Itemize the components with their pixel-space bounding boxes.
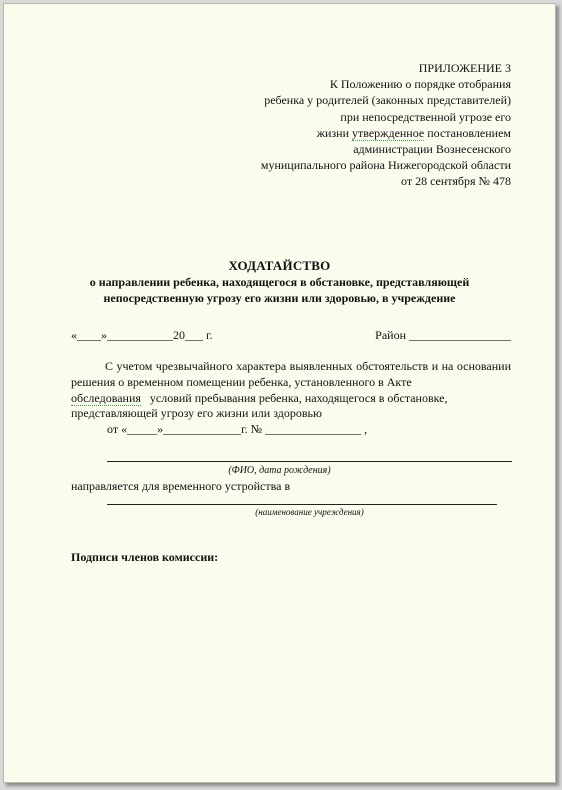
document-title: ХОДАТАЙСТВО — [228, 258, 331, 273]
body-text-line-3 — [71, 391, 511, 407]
appendix-line: администрации Вознесенского — [353, 142, 511, 157]
act-reference-line: от «_____»_____________г. № ________________ , — [107, 422, 368, 436]
appendix-line: от 28 сентября № 478 — [401, 174, 511, 189]
document-subtitle-line: о направлении ребенка, находящегося в обстановке, представляющей — [89, 275, 470, 289]
appendix-text: постановлением — [424, 125, 511, 140]
appendix-line — [261, 125, 511, 141]
appendix-underlined-word: утвержденное — [352, 125, 425, 140]
body-text-line-3-rest: условий пребывания ребенка, находящегося в обстановке, — [140, 390, 448, 405]
appendix-line: К Положению о порядке отобрания — [329, 77, 511, 92]
fio-blank-line — [107, 461, 512, 462]
body-paragraph — [71, 359, 511, 422]
body-text-line-4: представляющей угрозу его жизни или здоровью — [71, 406, 322, 421]
appendix-line: при непосредственной угрозе его — [340, 109, 511, 124]
date-field: «____»___________20___ г. — [71, 328, 213, 342]
body-text-lines-1-2: С учетом чрезвычайного характера выявленных обстоятельств и на основании решения о временном помещении ребенка, установленного в Акте — [71, 359, 511, 389]
institution-caption: (наименование учреждения) — [255, 507, 364, 517]
appendix-line: ПРИЛОЖЕНИЕ 3 — [418, 61, 511, 75]
institution-blank-line — [107, 504, 497, 505]
document-page — [3, 3, 556, 783]
signatures-heading: Подписи членов комиссии: — [71, 550, 219, 564]
appendix-block — [261, 60, 511, 190]
document-title-block — [4, 258, 555, 306]
appendix-text: жизни — [316, 125, 352, 140]
fio-caption: (ФИО, дата рождения) — [228, 465, 331, 476]
district-field: Район _________________ — [375, 328, 511, 342]
directed-line: направляется для временного устройства в — [71, 479, 291, 493]
underlined-word: обследования — [71, 390, 141, 405]
document-subtitle-line: непосредственную угрозу его жизни или здоровью, в учреждение — [103, 291, 456, 305]
appendix-line: муниципального района Нижегородской области — [260, 158, 511, 173]
date-line — [71, 328, 511, 344]
appendix-line: ребенка у родителей (законных представителей) — [264, 93, 511, 108]
